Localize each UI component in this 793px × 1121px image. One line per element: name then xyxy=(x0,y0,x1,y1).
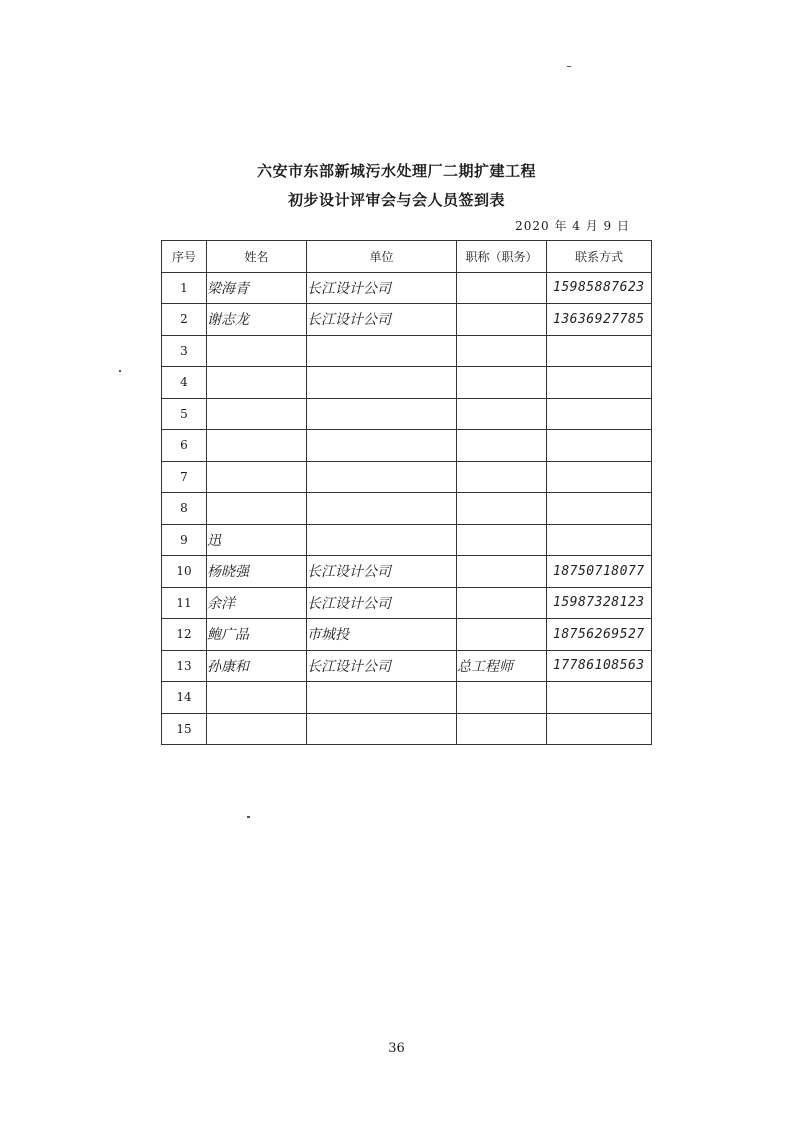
unit-cell: 长江设计公司 xyxy=(307,650,457,682)
signature-name-cell: 迅 xyxy=(207,524,307,556)
row-number-cell: 3 xyxy=(162,335,207,367)
row-number-cell: 14 xyxy=(162,682,207,714)
row-number-cell: 13 xyxy=(162,650,207,682)
unit-cell: 市城投 xyxy=(307,619,457,651)
contact-cell: 15985887623 xyxy=(547,272,652,304)
unit-cell xyxy=(307,713,457,745)
unit-cell xyxy=(307,335,457,367)
unit-cell xyxy=(307,461,457,493)
signature-name-cell xyxy=(207,713,307,745)
header-contact: 联系方式 xyxy=(547,241,652,273)
contact-cell: 15987328123 xyxy=(547,587,652,619)
job-title-cell xyxy=(457,430,547,462)
row-number-cell: 4 xyxy=(162,367,207,399)
signature-name-cell xyxy=(207,430,307,462)
contact-cell xyxy=(547,682,652,714)
unit-cell: 长江设计公司 xyxy=(307,587,457,619)
signature-name-cell: 余洋 xyxy=(207,587,307,619)
signature-name-cell xyxy=(207,335,307,367)
table-row xyxy=(162,619,652,651)
table-row xyxy=(162,335,652,367)
signature-name-cell xyxy=(207,398,307,430)
row-number-cell: 10 xyxy=(162,556,207,588)
table-row xyxy=(162,272,652,304)
signature-name-cell: 杨晓强 xyxy=(207,556,307,588)
table-row xyxy=(162,587,652,619)
job-title-cell xyxy=(457,398,547,430)
contact-cell xyxy=(547,461,652,493)
job-title-cell xyxy=(457,587,547,619)
job-title-cell xyxy=(457,619,547,651)
signature-name-cell: 谢志龙 xyxy=(207,304,307,336)
job-title-cell xyxy=(457,682,547,714)
unit-cell xyxy=(307,493,457,525)
row-number-cell: 8 xyxy=(162,493,207,525)
table-row xyxy=(162,493,652,525)
contact-cell xyxy=(547,398,652,430)
table-row xyxy=(162,461,652,493)
table-body xyxy=(162,272,652,745)
contact-cell xyxy=(547,335,652,367)
job-title-cell xyxy=(457,272,547,304)
contact-cell: 17786108563 xyxy=(547,650,652,682)
job-title-cell: 总工程师 xyxy=(457,650,547,682)
document-subtitle: 初步设计评审会与会人员签到表 xyxy=(287,191,505,209)
unit-cell xyxy=(307,682,457,714)
job-title-cell xyxy=(457,335,547,367)
signature-name-cell xyxy=(207,461,307,493)
table-row xyxy=(162,367,652,399)
sign-in-table xyxy=(161,240,652,745)
signature-name-cell xyxy=(207,493,307,525)
unit-cell xyxy=(307,524,457,556)
row-number-cell: 12 xyxy=(162,619,207,651)
row-number-cell: 6 xyxy=(162,430,207,462)
table-row xyxy=(162,713,652,745)
unit-cell xyxy=(307,430,457,462)
row-number-cell: 7 xyxy=(162,461,207,493)
contact-cell: 13636927785 xyxy=(547,304,652,336)
contact-cell: 18756269527 xyxy=(547,619,652,651)
header-name: 姓名 xyxy=(207,241,307,273)
header-unit: 单位 xyxy=(307,241,457,273)
job-title-cell xyxy=(457,461,547,493)
row-number-cell: 1 xyxy=(162,272,207,304)
table-header-row xyxy=(162,241,652,273)
scan-speck xyxy=(567,66,571,67)
signature-name-cell: 鲍广品 xyxy=(207,619,307,651)
unit-cell xyxy=(307,398,457,430)
table-row xyxy=(162,682,652,714)
page-number: 36 xyxy=(388,1041,405,1056)
table-row xyxy=(162,430,652,462)
row-number-cell: 11 xyxy=(162,587,207,619)
unit-cell xyxy=(307,367,457,399)
signature-name-cell: 梁海青 xyxy=(207,272,307,304)
row-number-cell: 5 xyxy=(162,398,207,430)
table-row xyxy=(162,556,652,588)
unit-cell: 长江设计公司 xyxy=(307,304,457,336)
row-number-cell: 15 xyxy=(162,713,207,745)
header-title: 职称（职务） xyxy=(457,241,547,273)
contact-cell: 18750718077 xyxy=(547,556,652,588)
job-title-cell xyxy=(457,556,547,588)
sign-date: 2020 年 4 月 9 日 xyxy=(515,219,630,233)
job-title-cell xyxy=(457,304,547,336)
contact-cell xyxy=(547,493,652,525)
job-title-cell xyxy=(457,713,547,745)
table-row xyxy=(162,650,652,682)
table-row xyxy=(162,524,652,556)
header-number: 序号 xyxy=(162,241,207,273)
contact-cell xyxy=(547,713,652,745)
unit-cell: 长江设计公司 xyxy=(307,556,457,588)
row-number-cell: 2 xyxy=(162,304,207,336)
contact-cell xyxy=(547,524,652,556)
row-number-cell: 9 xyxy=(162,524,207,556)
job-title-cell xyxy=(457,524,547,556)
contact-cell xyxy=(547,367,652,399)
table-row xyxy=(162,304,652,336)
signature-name-cell: 孙康和 xyxy=(207,650,307,682)
scan-speck xyxy=(247,816,250,818)
contact-cell xyxy=(547,430,652,462)
signature-name-cell xyxy=(207,367,307,399)
table-row xyxy=(162,398,652,430)
scan-speck xyxy=(119,370,121,372)
signature-name-cell xyxy=(207,682,307,714)
job-title-cell xyxy=(457,493,547,525)
job-title-cell xyxy=(457,367,547,399)
unit-cell: 长江设计公司 xyxy=(307,272,457,304)
document-title: 六安市东部新城污水处理厂二期扩建工程 xyxy=(256,162,536,180)
